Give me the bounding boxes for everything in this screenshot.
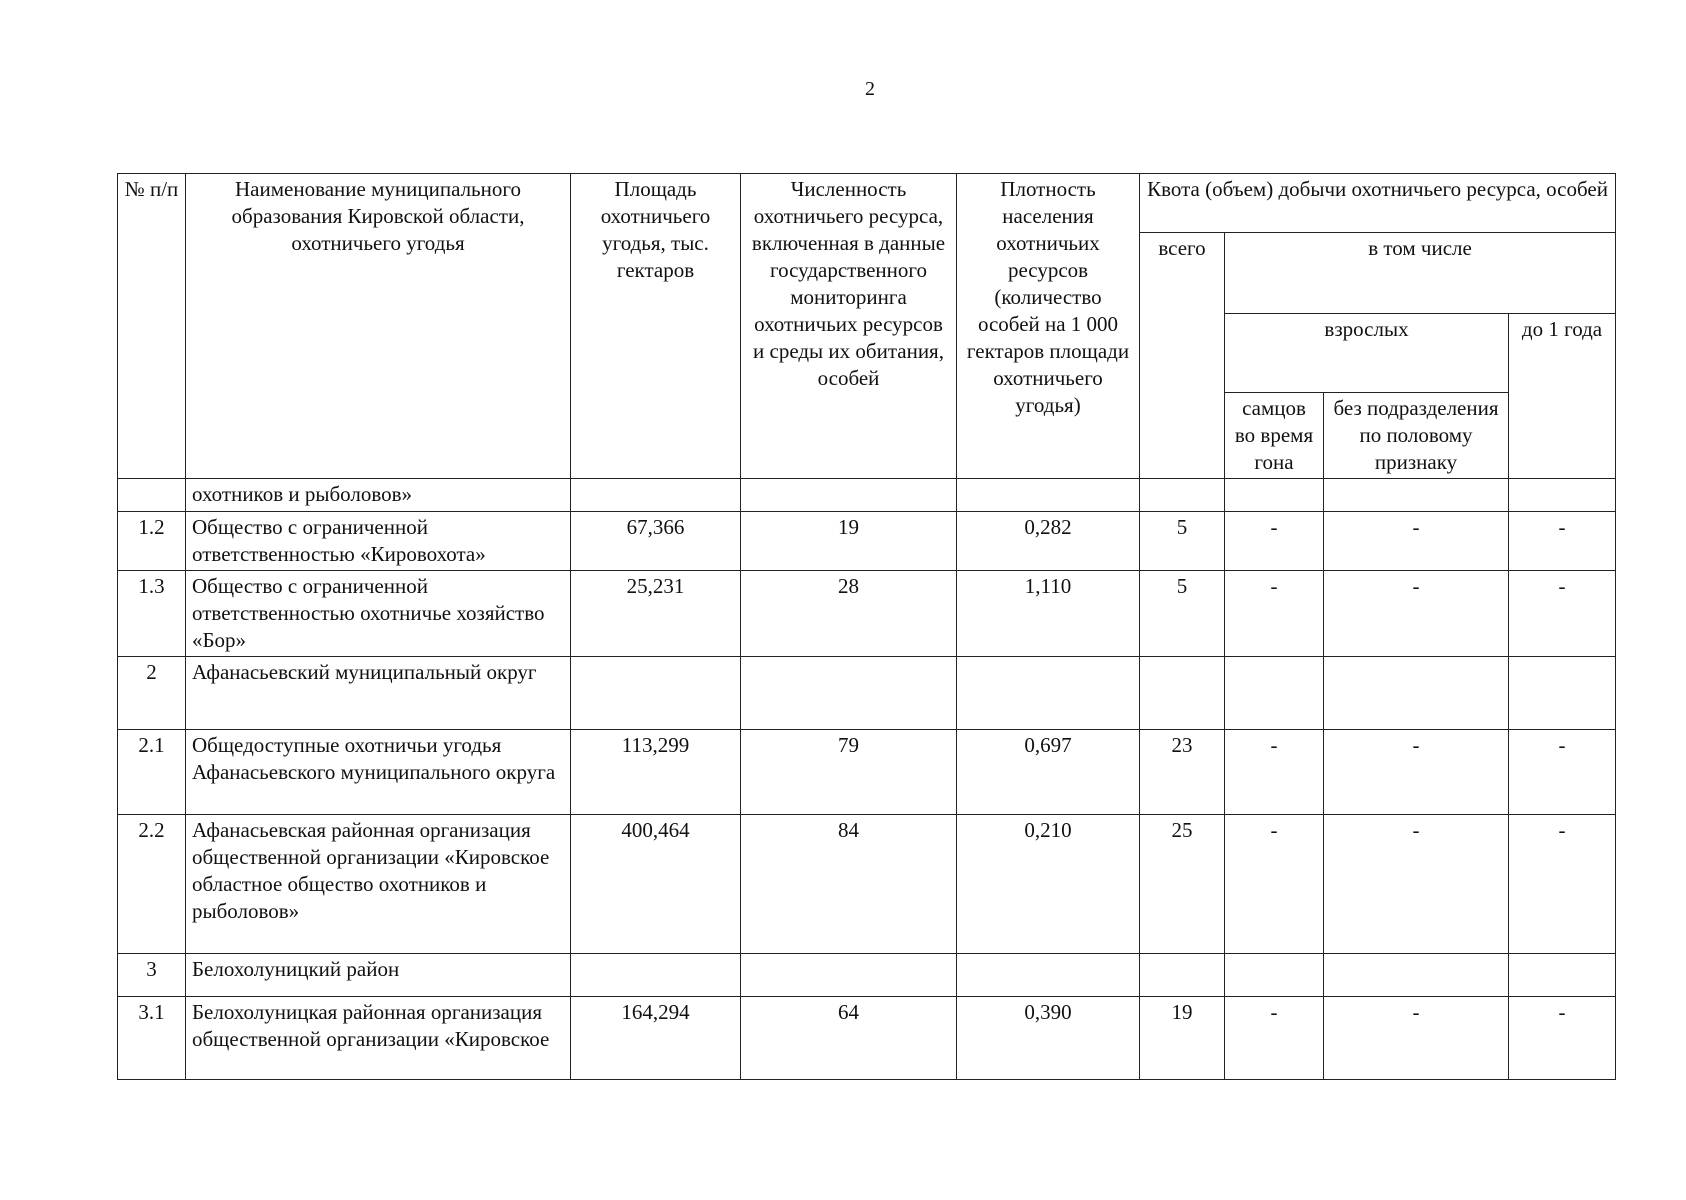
cell-nosex: - (1324, 730, 1509, 815)
header-area: Площадь охотничьего угодья, тыс. гектаров (571, 174, 741, 479)
cell-area: 25,231 (571, 571, 741, 657)
table-row (118, 815, 1616, 954)
cell-area (571, 954, 741, 997)
cell-total: 19 (1140, 997, 1225, 1080)
page-number: 2 (865, 78, 875, 100)
cell-total (1140, 657, 1225, 730)
cell-area (571, 657, 741, 730)
table-row (118, 571, 1616, 657)
table-row (118, 730, 1616, 815)
cell-area: 164,294 (571, 997, 741, 1080)
cell-nosex: - (1324, 815, 1509, 954)
cell-num: 2 (118, 657, 186, 730)
cell-name: Афанасьевская районная организация общественной организации «Кировское областное общество охотников и рыболовов» (186, 815, 571, 954)
cell-total (1140, 954, 1225, 997)
cell-population: 84 (741, 815, 957, 954)
cell-total: 5 (1140, 571, 1225, 657)
table-row (118, 657, 1616, 730)
cell-density: 1,110 (957, 571, 1140, 657)
cell-density: 0,697 (957, 730, 1140, 815)
cell-name: Общество с ограниченной ответственностью «Кировохота» (186, 512, 571, 571)
table-row (118, 997, 1616, 1080)
cell-young: - (1509, 571, 1616, 657)
cell-males: - (1225, 730, 1324, 815)
cell-males: - (1225, 512, 1324, 571)
cell-population: 28 (741, 571, 957, 657)
cell-density: 0,210 (957, 815, 1140, 954)
cell-males (1225, 954, 1324, 997)
table-row (118, 512, 1616, 571)
cell-density: 0,282 (957, 512, 1140, 571)
cell-young: - (1509, 815, 1616, 954)
cell-population (741, 954, 957, 997)
cell-total: 23 (1140, 730, 1225, 815)
cell-num: 2.1 (118, 730, 186, 815)
cell-males: - (1225, 997, 1324, 1080)
table-row (118, 954, 1616, 997)
header-num: № п/п (118, 174, 186, 479)
cell-density (957, 657, 1140, 730)
cell-area: 113,299 (571, 730, 741, 815)
cell-density (957, 954, 1140, 997)
cell-males: - (1225, 815, 1324, 954)
header-density: Плотность населения охотничьих ресурсов (количество особей на 1 000 гектаров площади охотничьего угодья) (957, 174, 1140, 479)
cell-name: Общество с ограниченной ответственностью охотничье хозяйство «Бор» (186, 571, 571, 657)
cell-total (1140, 479, 1225, 512)
cell-young (1509, 954, 1616, 997)
header-no-sex-division: без подразделения по половому признаку (1324, 393, 1509, 479)
cell-name: Белохолуницкая районная организация общественной организации «Кировское (186, 997, 571, 1080)
cell-name: Общедоступные охотничьи угодья Афанасьевского муниципального округа (186, 730, 571, 815)
cell-nosex (1324, 954, 1509, 997)
cell-total: 5 (1140, 512, 1225, 571)
table-row (118, 479, 1616, 512)
cell-population: 19 (741, 512, 957, 571)
cell-nosex: - (1324, 512, 1509, 571)
cell-males (1225, 479, 1324, 512)
cell-num: 1.3 (118, 571, 186, 657)
cell-num: 1.2 (118, 512, 186, 571)
header-total: всего (1140, 233, 1225, 479)
header-quota: Квота (объем) добычи охотничьего ресурса, особей (1140, 174, 1616, 233)
cell-young (1509, 479, 1616, 512)
cell-young (1509, 657, 1616, 730)
header-population: Численность охотничьего ресурса, включенная в данные государственного мониторинга охотничьих ресурсов и среды их обитания, особей (741, 174, 957, 479)
cell-name: охотников и рыболовов» (186, 479, 571, 512)
cell-nosex: - (1324, 571, 1509, 657)
cell-name: Афанасьевский муниципальный округ (186, 657, 571, 730)
cell-area: 400,464 (571, 815, 741, 954)
cell-density (957, 479, 1140, 512)
header-name: Наименование муниципального образования Кировской области, охотничьего угодья (186, 174, 571, 479)
cell-population: 64 (741, 997, 957, 1080)
cell-males (1225, 657, 1324, 730)
cell-num: 3 (118, 954, 186, 997)
cell-young: - (1509, 997, 1616, 1080)
cell-name: Белохолуницкий район (186, 954, 571, 997)
cell-males: - (1225, 571, 1324, 657)
cell-population (741, 479, 957, 512)
cell-num: 2.2 (118, 815, 186, 954)
cell-total: 25 (1140, 815, 1225, 954)
cell-population (741, 657, 957, 730)
cell-nosex (1324, 657, 1509, 730)
cell-num (118, 479, 186, 512)
cell-num: 3.1 (118, 997, 186, 1080)
cell-young: - (1509, 512, 1616, 571)
cell-nosex (1324, 479, 1509, 512)
header-including: в том числе (1225, 233, 1616, 314)
header-males-rut: самцов во время гона (1225, 393, 1324, 479)
cell-nosex: - (1324, 997, 1509, 1080)
header-adults: взрослых (1225, 314, 1509, 393)
cell-density: 0,390 (957, 997, 1140, 1080)
cell-population: 79 (741, 730, 957, 815)
cell-young: - (1509, 730, 1616, 815)
cell-area: 67,366 (571, 512, 741, 571)
header-under-one: до 1 года (1509, 314, 1616, 479)
quota-table (117, 173, 1616, 1080)
cell-area (571, 479, 741, 512)
